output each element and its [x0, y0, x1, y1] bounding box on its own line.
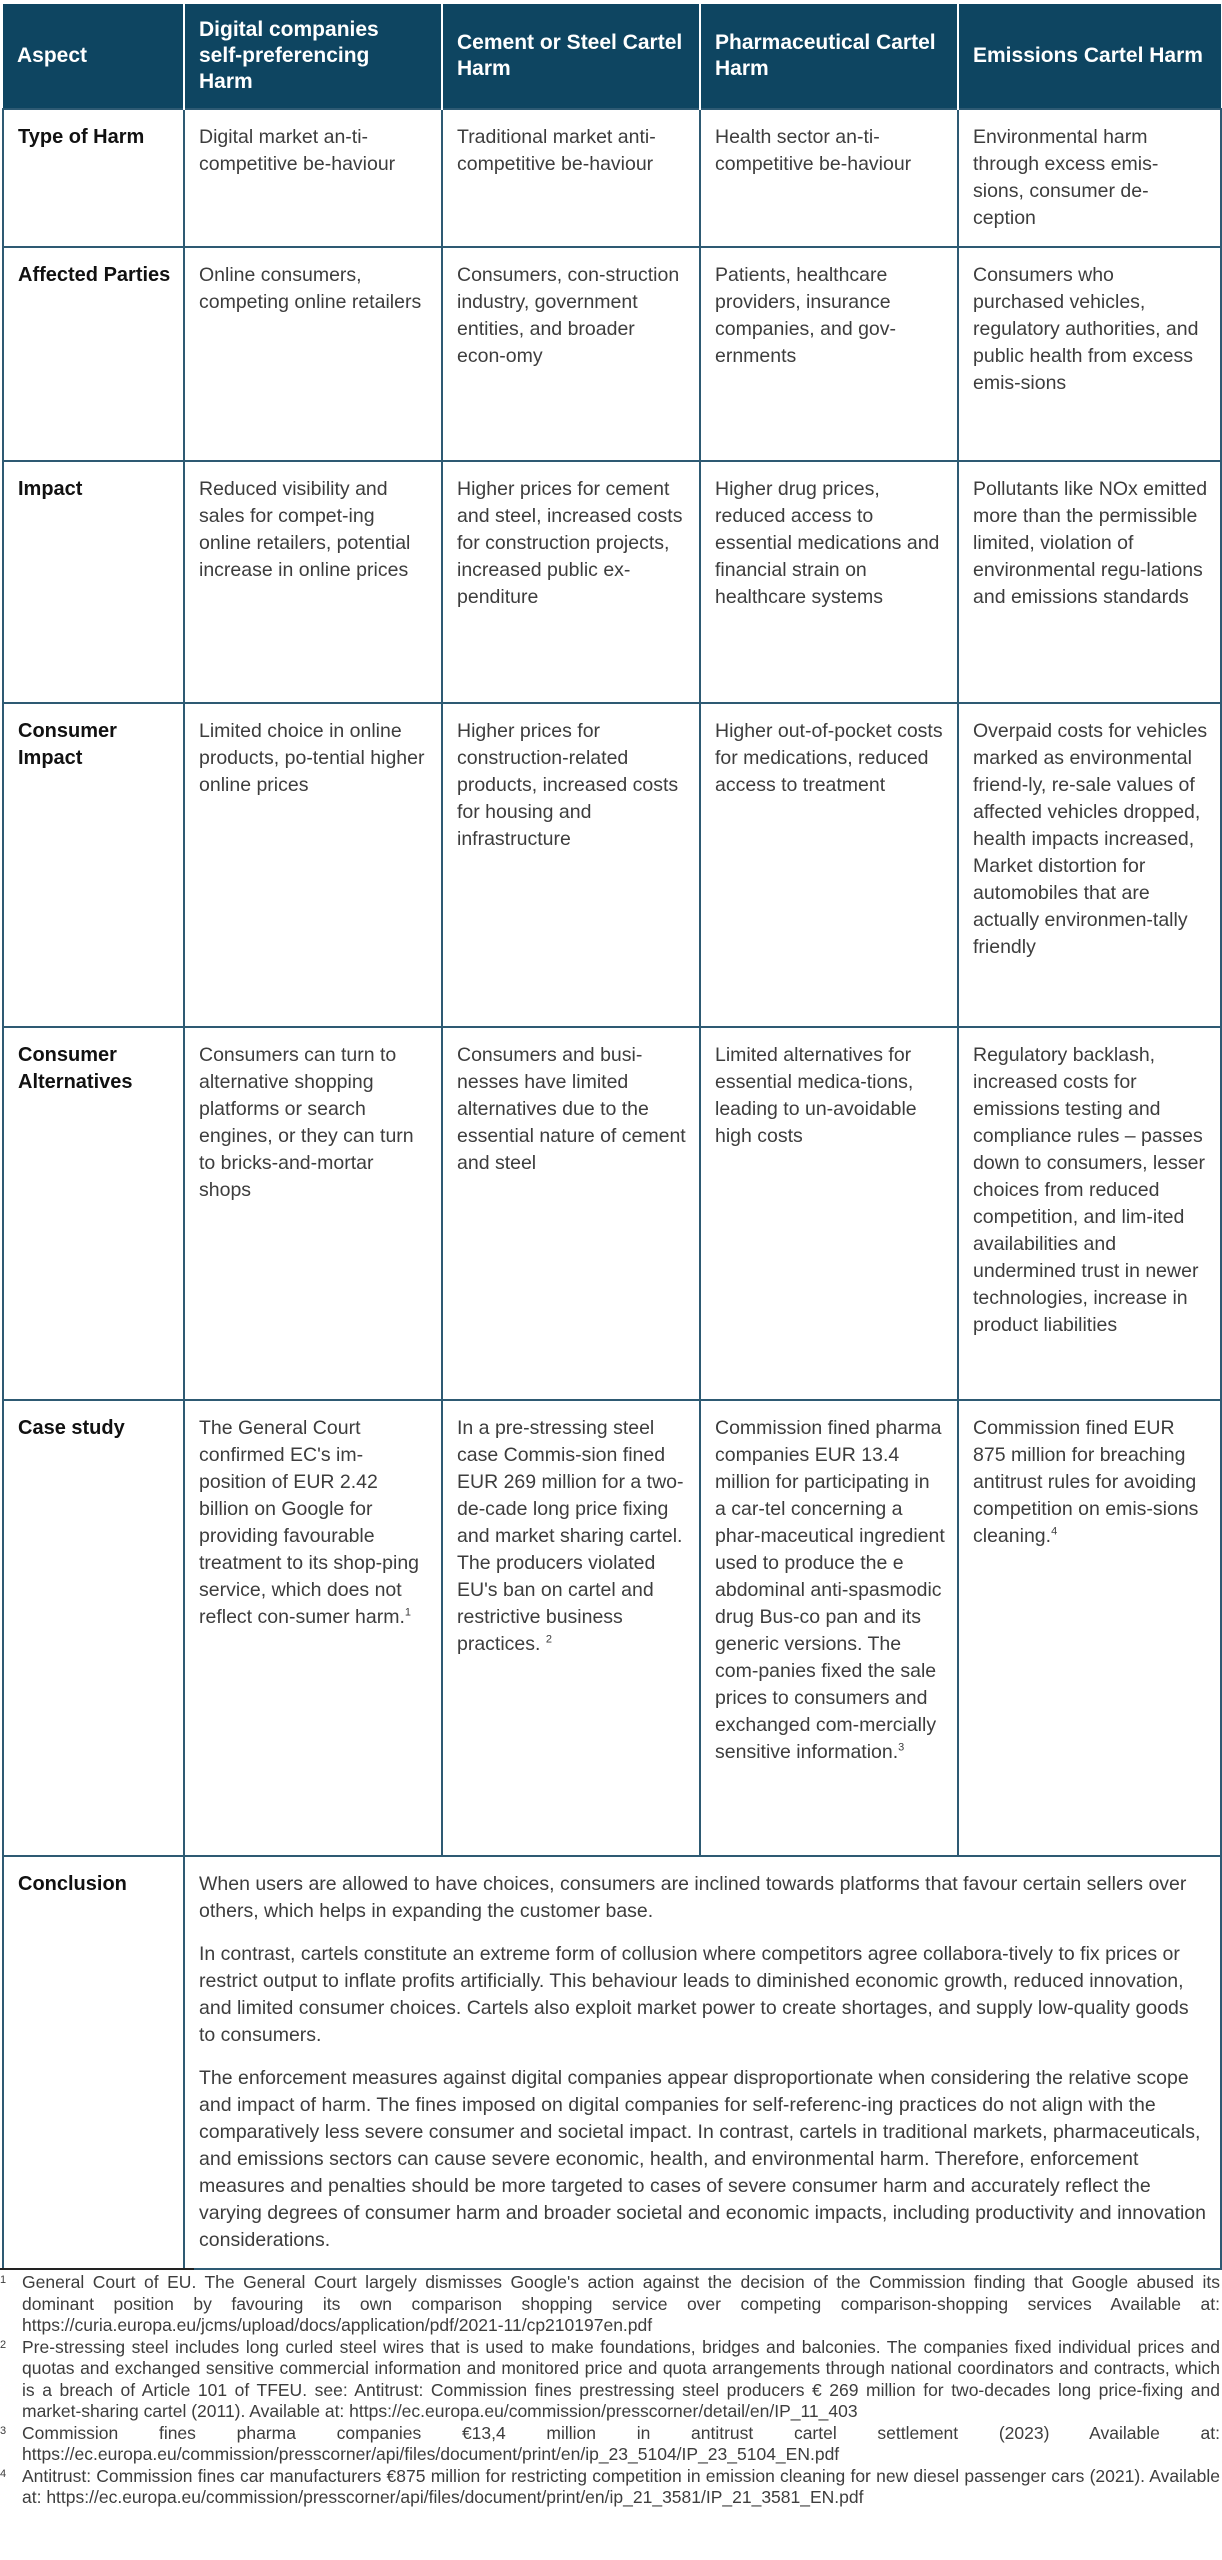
row-label: Case study [3, 1400, 184, 1856]
row-label: Impact [3, 461, 184, 703]
table-cell: Traditional market anti-competitive be-haviour [442, 109, 700, 247]
column-header-aspect: Aspect [3, 4, 184, 109]
case-study-text: The General Court confirmed EC's im-position of EUR 2.42 billion on Google for providing favourable treatment to its shop-ping service, which does not reflect con-sumer harm. [199, 1417, 420, 1628]
footnote-ref[interactable]: 1 [404, 1606, 412, 1619]
table-cell: Higher prices for cement and steel, increased costs for construction projects, increased public ex-penditure [442, 461, 700, 703]
table-cell: Higher out-of-pocket costs for medications, reduced access to treatment [700, 703, 958, 1027]
table-row-impact [3, 461, 1221, 703]
footnote-number: 1 [0, 2274, 7, 2286]
table-cell [442, 1400, 700, 1856]
case-study-text: In a pre-stressing steel case Commis-sion fined EUR 269 million for a two-de-cade long price fixing and market sharing cartel. The producers violated EU's ban on cartel and restrictive business practices. [457, 1417, 684, 1655]
column-header-cement-steel: Cement or Steel Cartel Harm [442, 4, 700, 109]
footnote-number: 2 [0, 2338, 7, 2351]
footnote-ref[interactable]: 4 [1051, 1525, 1058, 1538]
table-row-consumer-impact [3, 703, 1221, 1027]
conclusion-cell [184, 1856, 1221, 2269]
harm-comparison-table [2, 4, 1222, 2270]
footnote [0, 2466, 1222, 2509]
footnote-text: Antitrust: Commission fines car manufacturers €875 million for restricting competition in emission cleaning for new diesel passenger cars (2021). Available at: https://ec.europa.eu/commission/presscorner/api/files/document/print/en/ip_21_3581/IP_21_3581_EN.pdf [22, 2465, 1220, 2507]
conclusion-paragraph: The enforcement measures against digital companies appear disproportionate when considering the relative scope and impact of harm. The fines imposed on digital companies for self-referenc-ing practices do not align with the comparatively less severe consumer and societal impact. In contrast, cartels in traditional markets, pharmaceuticals, and emissions sectors can cause severe economic, health, and environmental harm. Therefore, enforcement measures and penalties should be more targeted to cases of severe consumer harm and accurately reflect the varying degrees of consumer harm and broader societal and economic impacts, including productivity and innovation considerations. [199, 2067, 1206, 2251]
footnote-number: 4 [0, 2467, 7, 2480]
table-cell: Higher prices for construction-related products, increased costs for housing and infrastructure [442, 703, 700, 1027]
footnote [0, 2337, 1222, 2423]
footnote-text: Pre-stressing steel includes long curled steel wires that is used to make foundations, bridges and balconies. The companies fixed individual prices and quotas and exchanged sensitive commercial information and monitored price and quota arrangements through national coordinators and contracts, which is a breach of Article 101 of TFEU. see: Antitrust: Commission fines prestressing steel producers € 269 million for two-decades long price-fixing and market-sharing cartel (2011). Available at: https://ec.europa.eu/commission/presscorner/detail/en/IP_11_403 [22, 2336, 1220, 2421]
row-label: Consumer Impact [3, 703, 184, 1027]
table-cell [700, 1400, 958, 1856]
table-cell: Health sector an-ti-competitive be-haviour [700, 109, 958, 247]
table-row-affected-parties [3, 247, 1221, 461]
table-cell: Digital market an-ti-competitive be-haviour [184, 109, 442, 247]
table-cell [184, 1400, 442, 1856]
table-cell: Limited choice in online products, po-tential higher online prices [184, 703, 442, 1027]
table-cell: Consumers and busi-nesses have limited alternatives due to the essential nature of cement and steel [442, 1027, 700, 1400]
table-cell: Patients, healthcare providers, insurance companies, and gov-ernments [700, 247, 958, 461]
table-cell: Limited alternatives for essential medica-tions, leading to un-avoidable high costs [700, 1027, 958, 1400]
table-cell: Higher drug prices, reduced access to essential medications and financial strain on healthcare systems [700, 461, 958, 703]
table-row-case-study [3, 1400, 1221, 1856]
table-row-type-of-harm [3, 109, 1221, 247]
table-cell: Consumers can turn to alternative shopping platforms or search engines, or they can turn to bricks-and-mortar shops [184, 1027, 442, 1400]
footnote-ref[interactable]: 2 [545, 1633, 552, 1646]
table-cell: Overpaid costs for vehicles marked as environmental friend-ly, re-sale values of affected vehicles dropped, health impacts increased, Market distortion for automobiles that are actually environmen-tally friendly [958, 703, 1221, 1027]
row-label: Conclusion [3, 1856, 184, 2269]
row-label: Type of Harm [3, 109, 184, 247]
footnote [0, 2423, 1222, 2466]
footnotes [0, 2272, 1222, 2509]
footnote [0, 2272, 1222, 2337]
row-label: Affected Parties [3, 247, 184, 461]
table-cell: Consumers who purchased vehicles, regulatory authorities, and public health from excess emis-sions [958, 247, 1221, 461]
column-header-digital: Digital companies self-preferencing Harm [184, 4, 442, 109]
table-cell: Online consumers, competing online retailers [184, 247, 442, 461]
table-header-row [3, 4, 1221, 109]
table-row-conclusion [3, 1856, 1221, 2269]
footnote-number: 3 [0, 2424, 7, 2437]
table-cell: Consumers, con-struction industry, government entities, and broader econ-omy [442, 247, 700, 461]
case-study-text: Commission fined EUR 875 million for breaching antitrust rules for avoiding competition on emis-sions cleaning. [973, 1417, 1199, 1547]
footnote-text: Commission fines pharma companies €13,4 million in antitrust cartel settlement (2023) Available at: https://ec.europa.eu/commission/presscorner/api/files/document/print/en/ip_23_5104/IP_23_5104_EN.pdf [22, 2422, 1220, 2464]
table-cell: Environmental harm through excess emis-sions, consumer de-ception [958, 109, 1221, 247]
table-cell: Regulatory backlash, increased costs for emissions testing and compliance rules – passes down to consumers, lesser choices from reduced competition, and lim-ited availabilities and undermined trust in newer technologies, increase in product liabilities [958, 1027, 1221, 1400]
table-cell [958, 1400, 1221, 1856]
case-study-text: Commission fined pharma companies EUR 13.4 million for participating in a car-tel concerning a phar-maceutical ingredient used to produce the e abdominal anti-spasmodic drug Bus-co pan and its generic versions. The com-panies fixed the sale prices to consumers and exchanged com-mercially sensitive information. [715, 1417, 945, 1763]
row-label: Consumer Alternatives [3, 1027, 184, 1400]
table-row-consumer-alternatives [3, 1027, 1221, 1400]
column-header-pharmaceutical: Pharmaceutical Cartel Harm [700, 4, 958, 109]
conclusion-paragraph: In contrast, cartels constitute an extreme form of collusion where competitors agree collabora-tively to fix prices or restrict output to inflate profits artificially. This behaviour leads to diminished economic growth, reduced innovation, and limited consumer choices. Cartels also exploit market power to create shortages, and supply low-quality goods to consumers. [199, 1943, 1189, 2046]
table-cell: Pollutants like NOx emitted more than the permissible limited, violation of environmental regu-lations and emissions standards [958, 461, 1221, 703]
footnote-text: General Court of EU. The General Court largely dismisses Google's action against the decision of the Commission finding that Google abused its dominant position by favouring its own comparison shopping service over competing comparison-shopping services Available at: https://curia.europa.eu/jcms/upload/docs/application/pdf/2021-11/cp210197en.pdf [22, 2272, 1220, 2335]
footnote-ref[interactable]: 3 [898, 1741, 905, 1754]
conclusion-paragraph: When users are allowed to have choices, consumers are inclined towards platforms that favour certain sellers over others, which helps in expanding the customer base. [199, 1873, 1187, 1922]
table-cell: Reduced visibility and sales for compet-ing online retailers, potential increase in online prices [184, 461, 442, 703]
column-header-emissions: Emissions Cartel Harm [958, 4, 1221, 109]
footnote-separator [0, 2268, 194, 2270]
